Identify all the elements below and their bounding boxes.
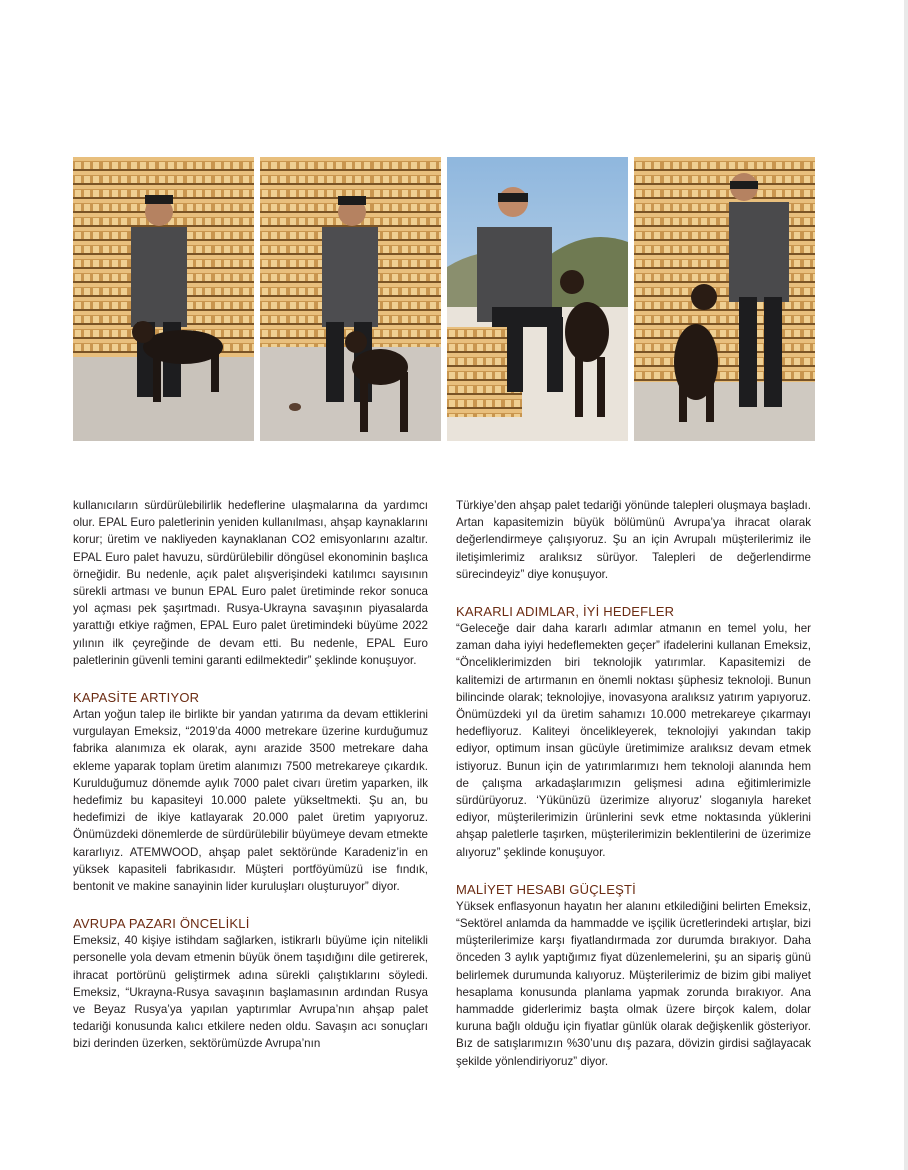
paragraph-left-1: kullanıcıların sürdürülebilirlik hedeflerine ulaşmalarına da yardımcı olur. EPAL Euro paletlerinin yeniden kullanılması, ahşap kaynaklarını korur; üretim ve nakliyeden kaynaklanan CO2 emisyonlarını azaltır. EPAL Euro palet havuzu, sürdürülebilir döngüsel ekonominin başlıca örneğidir. Bu nedenle, açık palet alışverişindeki katılımcı sayısının sürekli artması ve bunun EPAL Euro palet üretiminde rekor sonuca yol açması pek şaşırtmadı. Rusya-Ukrayna savaşının piyasalarda yarattığı etkiye rağmen, EPAL Euro palet üretimindeki büyüme 2022 yılının ilk çeyreğinde de devam etti. Bu nedenle, EPAL Euro paletlerinin güvenli temini garanti edilmektedir” şeklinde konuşuyor. [73, 499, 428, 667]
paragraph-right-3: Yüksek enflasyonun hayatın her alanını etkilediğini belirten Emeksiz, “Sektörel anlamda da hammadde ve işçilik ücretlerindeki artışlar, bizi müşterilerimize karşı fiyatlandırmada zor durumda bırakıyor. Daha önceden 3 aylık yaptığımız fiyat düzenlemelerini, şu an sipariş günü belirlemek durumunda kalıyoruz. Müşterilerimiz de bizim gibi maliyet hesaplama konusunda planlama yapmak zorunda bırakıyor. Ana hammadde giderlerimiz başta olmak üzere birçok kalem, dolar kuruna bağlı olduğu için fiyatlar günlük olarak değişkenlik gösteriyor. Bız de satışlarımızın %30’unu dış pazara, dövizin girdisi sağlayacak şekilde yönlendiriyoruz” diyor. [456, 899, 811, 1068]
article-column-right [456, 497, 811, 1070]
paragraph-left-3: Emeksiz, 40 kişiye istihdam sağlarken, istikrarlı büyüme için nitelikli personelle yola devam etmenin büyük önem taşıdığını dile getirerek, ihracat portörünü geliştirmek adına sürekli çalıştıklarını söyledi. Emeksiz, “Ukrayna-Rusya savaşının başlamasının ardından Rusya ve Beyaz Rusya’ya yapılan yaptırımlar Avrupa’nın ahşap palet tedariği konusunda kalıcı etkilere neden oldu. Savaşın acı sonuçları bizi derinden üzerken, sektörümüzde Avrupa’nın [73, 934, 428, 1051]
article-column-left [73, 497, 428, 1053]
paragraph-left-2: Artan yoğun talep ile birlikte bir yandan yatırıma da devam ettiklerini vurgulayan Emeksiz, “2019’da 4000 metrekare üzerine kurduğumuz fabrika alanımıza ek olarak, aynı arazide 3500 metrekare daha ekleme yaparak toplam üretim alanımızı 7500 metrekareye çıkardık. Kurulduğumuz dönemde aylık 7000 palet civarı üretim yaparken, ilk hedefimiz bu kapasiteyi 10.000 palete yükseltmekti. Şu an, bu hedefimizi de ikiye katlayarak 20.000 palet üretim yapıyoruz. Önümüzdeki dönemlerde de sürdürülebilir büyümeye devam etmekte kararlıyız. ATEMWOOD, ahşap palet sektöründe Karadeniz’in en yüksek kapasiteli fabrikasıdır. Müşteri portföyümüzü ise fındık, bentonit ve makine sanayinin lider kuruluşları oluşturuyor” diyor. [73, 708, 428, 894]
photo-man-seated-with-dog [447, 157, 628, 441]
heading-maliyet-hesabi: MALİYET HESABI GÜÇLEŞTİ [456, 881, 636, 897]
photo-man-standing-with-dog [634, 157, 815, 441]
heading-kapasite-artiyor: KAPASİTE ARTIYOR [73, 690, 200, 706]
photo-man-with-dog-2 [260, 157, 441, 441]
page-edge-shadow [904, 0, 908, 1170]
paragraph-right-2: “Geleceğe dair daha kararlı adımlar atmanın en temel yolu, her zaman daha iyiyi hedeflemekten geçer” ifadelerini kullanan Emeksiz, “Önceliklerimizden biri teknolojik yatırımlar. Kapasitemizi de kalitemizi de artırmanın en önemli noktası şüphesiz teknoloji. Bunun bilincinde olarak; teknolojiye, inovasyona aralıksız yatırım yapıyoruz. Önümüzdeki yıl da üretim sahamızı 10.000 metrekareye çıkarmayı hedefliyoruz. Kaliteyi öncelikleyerek, teknolojiyi yakından takip ediyor, optimum insan gücüyle üretimimize aralıksız devam etmek istiyoruz. Bunun için de yatırımlarımızı hem teknoloji alanında hem de çalışma arkadaşlarımızın gelişmesi adına eğitimlerimizle sürdürüyoruz. ‘Yükünüzü üzerimize alıyoruz’ sloganıyla hareket ediyor, müşterilerimizin ürünlerini sevk etme noktasında yüklerini ahşap paletlerle taşırken, müşterilerimizin beklentilerini de üzerimize alıyoruz” şeklinde konuşuyor. [456, 622, 811, 859]
photo-man-with-dog-1 [73, 157, 254, 441]
paragraph-right-1: Türkiye’den ahşap palet tedariği yönünde talepleri oluşmaya başladı. Artan kapasitemizin büyük bölümünü Avrupa’ya ihracat olarak değerlendirmeye çalışıyoruz. Şu an için Avrupalı müşterilerimiz ile iletişimlerimiz aralıksız sürüyor. Talepleri de değerlendirme sürecindeyiz” diye konuşuyor. [456, 499, 811, 581]
heading-avrupa-pazari: AVRUPA PAZARI ÖNCELİKLİ [73, 916, 250, 932]
heading-kararli-adimlar: KARARLI ADIMLAR, İYİ HEDEFLER [456, 604, 675, 620]
photo-strip [73, 157, 815, 441]
